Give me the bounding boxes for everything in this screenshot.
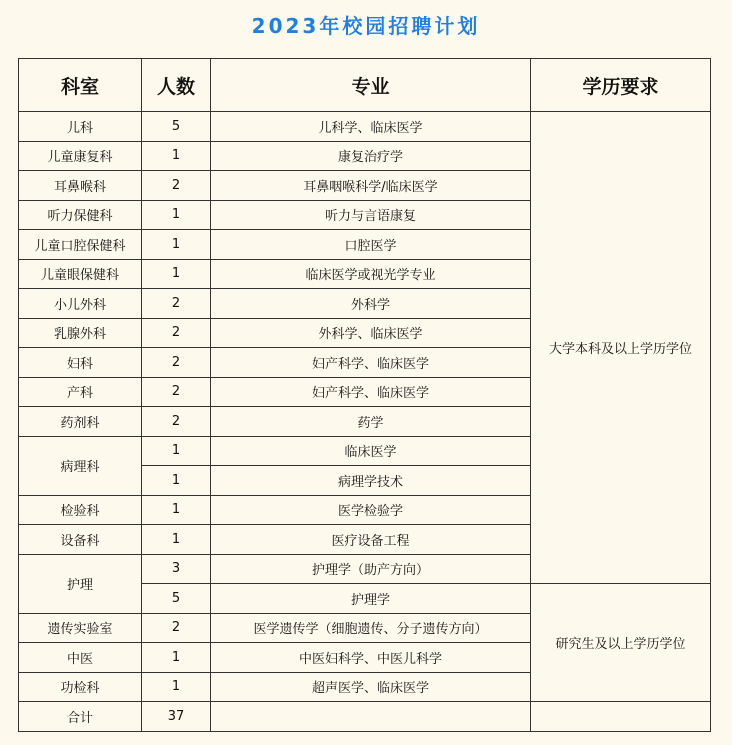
table-row xyxy=(19,112,711,142)
count-cell: 2 xyxy=(142,171,211,201)
count-cell: 1 xyxy=(142,141,211,171)
major-cell: 口腔医学 xyxy=(211,230,531,260)
count-cell: 1 xyxy=(142,525,211,555)
major-cell: 临床医学或视光学专业 xyxy=(211,259,531,289)
major-cell: 护理学 xyxy=(211,584,531,614)
count-cell: 2 xyxy=(142,318,211,348)
page-title: 2023年校园招聘计划 xyxy=(251,14,481,38)
major-cell: 病理学技术 xyxy=(211,466,531,496)
education-cell-undergrad: 大学本科及以上学历学位 xyxy=(531,112,711,584)
major-cell: 妇产科学、临床医学 xyxy=(211,377,531,407)
table-header-row xyxy=(19,59,711,112)
major-cell: 医学遗传学（细胞遗传、分子遗传方向） xyxy=(211,613,531,643)
count-cell: 3 xyxy=(142,554,211,584)
header-major: 专业 xyxy=(211,59,531,112)
dept-cell: 功检科 xyxy=(19,672,142,702)
major-cell: 外科学、临床医学 xyxy=(211,318,531,348)
dept-cell: 儿科 xyxy=(19,112,142,142)
count-cell: 1 xyxy=(142,436,211,466)
dept-cell: 中医 xyxy=(19,643,142,673)
header-count: 人数 xyxy=(142,59,211,112)
recruitment-table xyxy=(18,58,711,732)
major-cell: 听力与言语康复 xyxy=(211,200,531,230)
dept-cell: 药剂科 xyxy=(19,407,142,437)
count-cell: 1 xyxy=(142,466,211,496)
major-cell: 药学 xyxy=(211,407,531,437)
count-cell: 2 xyxy=(142,377,211,407)
dept-cell: 儿童康复科 xyxy=(19,141,142,171)
dept-cell: 儿童口腔保健科 xyxy=(19,230,142,260)
count-cell: 1 xyxy=(142,259,211,289)
count-cell: 2 xyxy=(142,407,211,437)
major-cell: 超声医学、临床医学 xyxy=(211,672,531,702)
count-cell: 1 xyxy=(142,200,211,230)
total-label: 合计 xyxy=(19,702,142,732)
total-count: 37 xyxy=(142,702,211,732)
count-cell: 1 xyxy=(142,643,211,673)
dept-cell: 妇科 xyxy=(19,348,142,378)
count-cell: 5 xyxy=(142,584,211,614)
major-cell: 护理学（助产方向） xyxy=(211,554,531,584)
education-cell-graduate: 研究生及以上学历学位 xyxy=(531,584,711,702)
dept-cell: 检验科 xyxy=(19,495,142,525)
major-cell: 妇产科学、临床医学 xyxy=(211,348,531,378)
dept-cell: 设备科 xyxy=(19,525,142,555)
dept-cell: 儿童眼保健科 xyxy=(19,259,142,289)
dept-cell: 耳鼻喉科 xyxy=(19,171,142,201)
count-cell: 2 xyxy=(142,348,211,378)
major-cell: 临床医学 xyxy=(211,436,531,466)
count-cell: 2 xyxy=(142,289,211,319)
major-cell: 儿科学、临床医学 xyxy=(211,112,531,142)
empty-cell xyxy=(531,702,711,732)
major-cell: 医疗设备工程 xyxy=(211,525,531,555)
dept-cell: 遗传实验室 xyxy=(19,613,142,643)
header-education: 学历要求 xyxy=(531,59,711,112)
total-row xyxy=(19,702,711,732)
count-cell: 2 xyxy=(142,613,211,643)
dept-cell: 小儿外科 xyxy=(19,289,142,319)
dept-cell: 病理科 xyxy=(19,436,142,495)
empty-cell xyxy=(211,702,531,732)
count-cell: 1 xyxy=(142,672,211,702)
major-cell: 康复治疗学 xyxy=(211,141,531,171)
dept-cell: 听力保健科 xyxy=(19,200,142,230)
count-cell: 5 xyxy=(142,112,211,142)
count-cell: 1 xyxy=(142,230,211,260)
major-cell: 外科学 xyxy=(211,289,531,319)
major-cell: 中医妇科学、中医儿科学 xyxy=(211,643,531,673)
dept-cell: 产科 xyxy=(19,377,142,407)
major-cell: 医学检验学 xyxy=(211,495,531,525)
dept-cell: 乳腺外科 xyxy=(19,318,142,348)
count-cell: 1 xyxy=(142,495,211,525)
major-cell: 耳鼻咽喉科学/临床医学 xyxy=(211,171,531,201)
dept-cell: 护理 xyxy=(19,554,142,613)
header-dept: 科室 xyxy=(19,59,142,112)
